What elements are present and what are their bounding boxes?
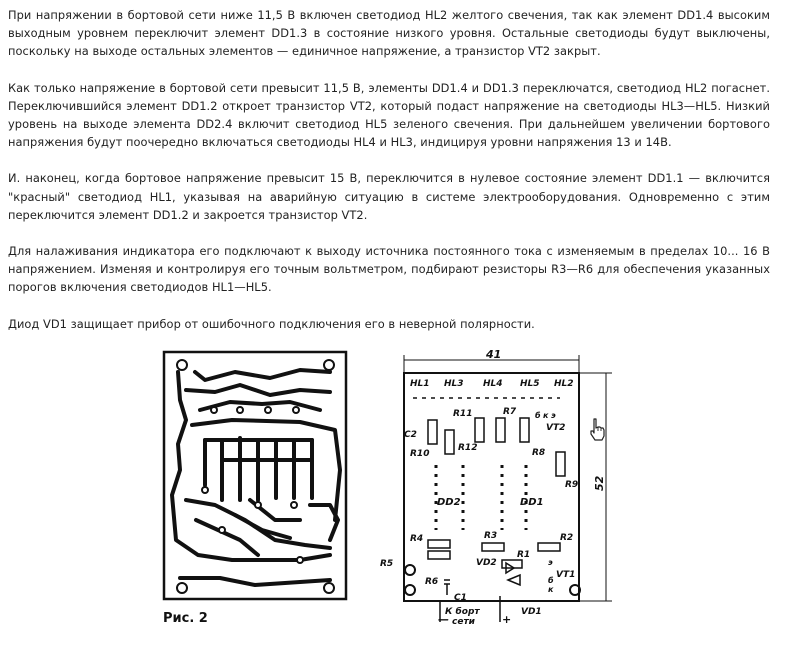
polarity-plus: +: [502, 613, 512, 626]
resistor-r6: R6: [425, 577, 439, 587]
pcb-trace-board: [164, 352, 346, 599]
led-hl4: HL4: [483, 379, 503, 389]
resistor-r7: R7: [503, 407, 517, 417]
resistor-r11: R11: [453, 409, 473, 419]
vt2-pin-k: к: [543, 411, 549, 420]
transistor-vt1: VT1: [556, 570, 576, 580]
resistor-r10: R10: [410, 449, 430, 459]
resistor-r5: R5: [380, 559, 394, 569]
hand-cursor-icon: [588, 417, 606, 441]
resistor-r4: R4: [410, 534, 424, 544]
led-hl2: HL2: [554, 379, 574, 389]
vt2-pin-b: б: [535, 411, 541, 420]
led-hl5: HL5: [520, 379, 540, 389]
chip-dd2: DD2: [437, 497, 461, 508]
pcb-figure: [150, 345, 620, 635]
paragraph-2: Как только напряжение в бортовой сети превысит 11,5 В, элементы DD1.4 и DD1.3 переключатся, светодиод HL2 погаснет. Переключившийся элемент DD1.2 откроет транзистор VT2, который подаст напряжение на светодиоды HL3—HL5. Низкий уровень на выходе элемента DD2.4 включит светодиод HL5 зеленого свечения. При дальнейшем увеличении бортового напряжения будут поочередно включаться светодиоды HL4 и HL3, индицируя уровни напряжения 13 и 14В.: [8, 80, 770, 150]
vt1-pin-k: к: [548, 585, 554, 594]
connection-label-1: К борт: [445, 607, 480, 617]
capacitor-c2: C2: [404, 430, 417, 440]
resistor-r12: R12: [458, 443, 478, 453]
vt1-pin-e: э: [548, 558, 553, 567]
polarity-minus: —: [438, 613, 449, 626]
connection-label-2: сети: [452, 617, 475, 627]
paragraph-1: При напряжении в бортовой сети ниже 11,5 В включен светодиод HL2 желтого свечения, так как элемент DD1.4 высоким выходным уровнем переключит элемент DD1.3 в состояние низкого уровня. Остальные светодиоды будут выключены, поскольку на выходе остальных элементов — единичное напряжение, а транзистор VT2 закрыт.: [8, 8, 770, 59]
diode-vd1: VD1: [521, 607, 542, 617]
diode-vd2: VD2: [476, 558, 497, 568]
transistor-vt2: VT2: [546, 423, 566, 433]
resistor-r9: R9: [565, 480, 579, 490]
led-hl3: HL3: [444, 379, 464, 389]
figure-caption: Рис. 2: [163, 611, 208, 626]
dim-width: 41: [486, 348, 502, 361]
vt1-pin-b: б: [548, 576, 554, 585]
vt2-pin-e: э: [551, 411, 556, 420]
dim-height: 52: [593, 475, 606, 491]
paragraph-4: Для налаживания индикатора его подключают к выходу источника постоянного тока с изменяемым в пределах 10... 16 В напряжением. Изменяя и контролируя его точным вольтметром, подбирают резисторы R3—R6 для обеспечения указанных порогов включения светодиодов HL1—HL5.: [8, 244, 770, 295]
paragraph-3: И. наконец, когда бортовое напряжение превысит 15 В, переключится в нулевое состояние элемент DD1.1 — включится "красный" светодиод HL1, указывая на аварийную ситуацию в системе электрооборудования. Одновременно с этим переключится элемент DD1.2 и закроется транзистор VT2.: [8, 171, 770, 222]
resistor-r3: R3: [484, 531, 498, 541]
article-text: [8, 6, 770, 351]
capacitor-c1: C1: [454, 593, 467, 603]
led-hl1: HL1: [410, 379, 430, 389]
paragraph-5: Диод VD1 защищает прибор от ошибочного подключения его в неверной полярности.: [8, 316, 535, 331]
resistor-r2: R2: [560, 533, 574, 543]
resistor-r8: R8: [532, 448, 546, 458]
chip-dd1: DD1: [520, 497, 544, 508]
resistor-r1: R1: [517, 550, 531, 560]
